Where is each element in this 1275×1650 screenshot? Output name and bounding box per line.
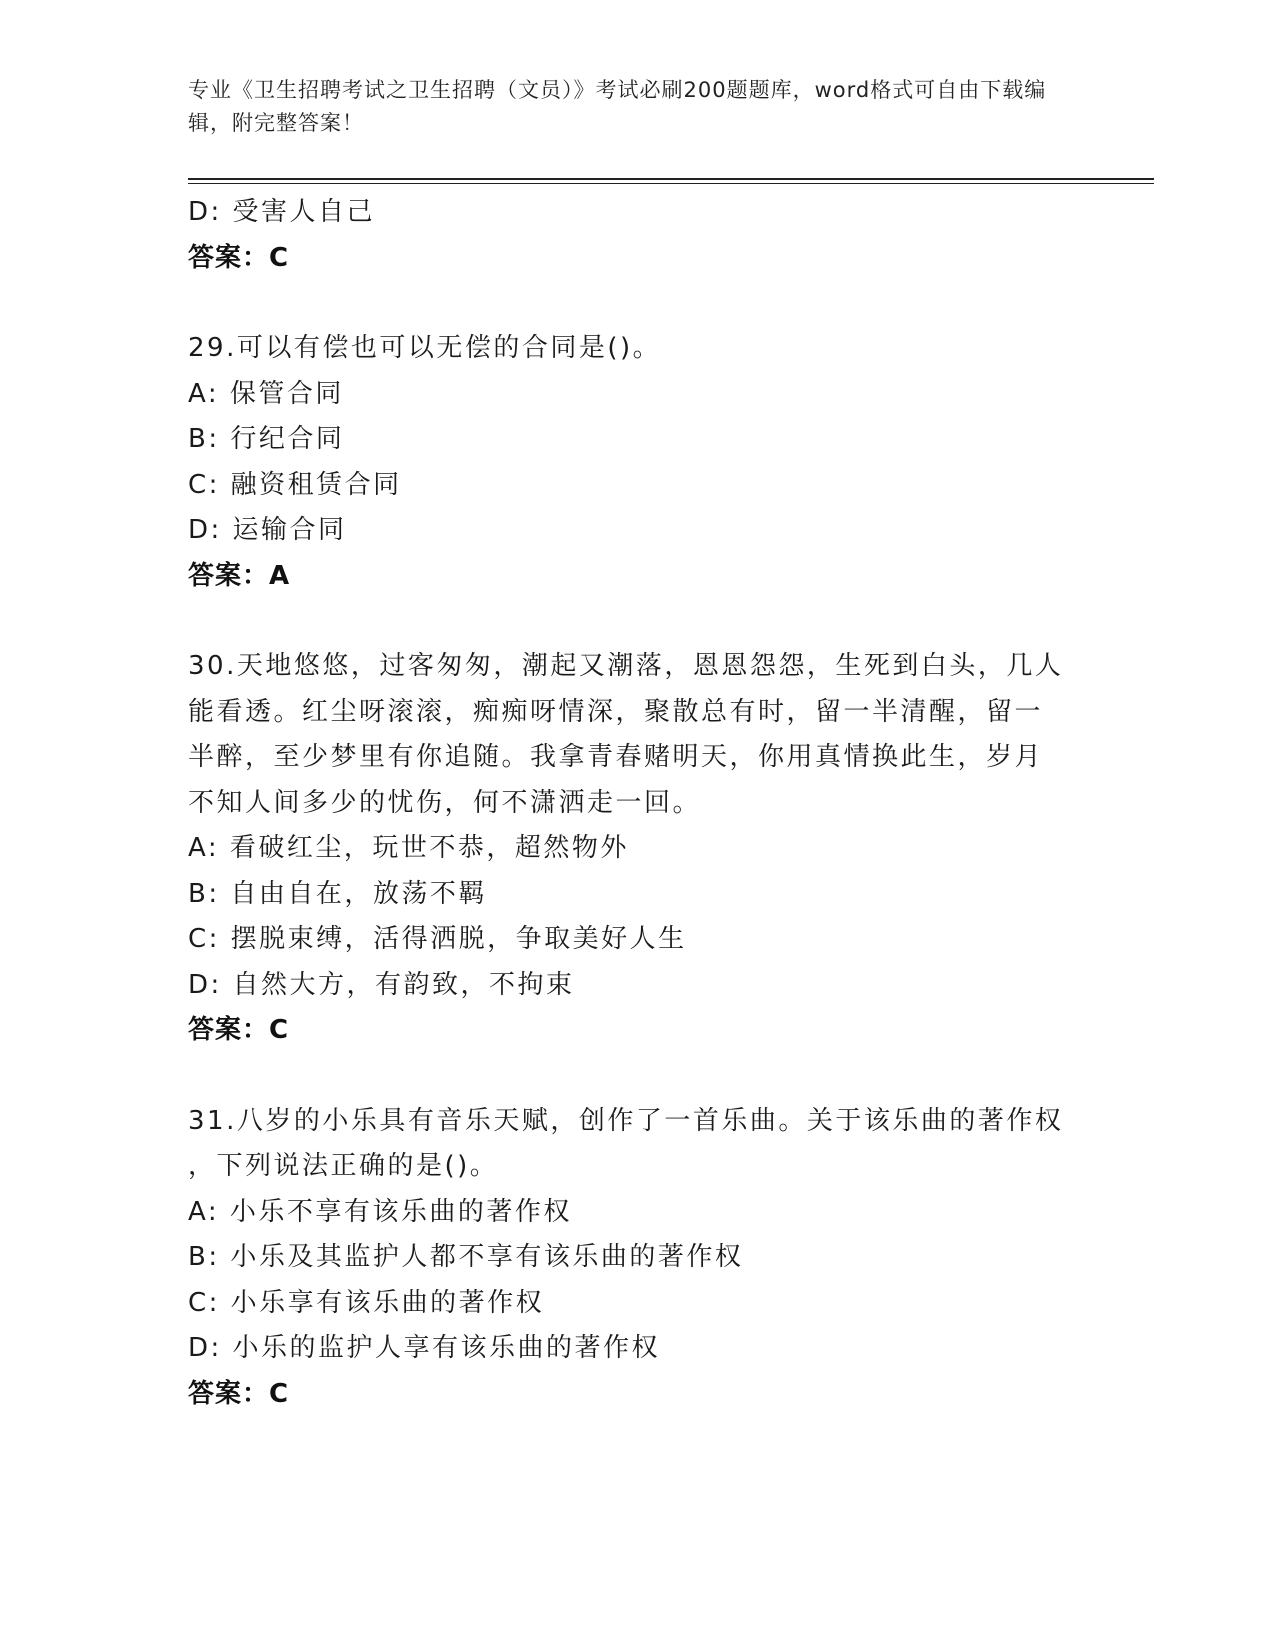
option-d: D: 自然大方，有韵致，不拘束: [188, 969, 575, 1000]
option-c: C: 摆脱束缚，活得洒脱，争取美好人生: [188, 924, 687, 954]
question-stem-line: 能看透。红尘呀滚滚，痴痴呀情深，聚散总有时，留一半清醒，留一: [188, 696, 1044, 727]
option-a: A: 保管合同: [188, 378, 344, 409]
question-31: [188, 1099, 1088, 1418]
question-29: [188, 326, 1088, 599]
option-b: B: 行纪合同: [188, 424, 345, 454]
header-rule-thin: [188, 183, 1154, 184]
option-a: A: 小乐不享有该乐曲的著作权: [188, 1196, 572, 1227]
option-b: B: 自由自在，放荡不羁: [188, 878, 487, 909]
answer-line: 答案：A: [188, 560, 291, 591]
question-stem-line: ，下列说法正确的是()。: [188, 1151, 499, 1181]
question-stem-line: 半醉，至少梦里有你追随。我拿青春赌明天，你用真情换此生，岁月: [188, 742, 1044, 772]
previous-question-tail: [188, 190, 1088, 281]
question-stem-line: 30.天地悠悠，过客匆匆，潮起又潮落，恩恩怨怨，生死到白头，几人: [188, 651, 1064, 681]
question-stem-line: 31.八岁的小乐具有音乐天赋，创作了一首乐曲。关于该乐曲的著作权: [188, 1105, 1064, 1136]
spacer: [188, 281, 1088, 326]
question-list: [188, 190, 1088, 1417]
spacer: [188, 1054, 1088, 1099]
answer-line: 答案：C: [188, 1015, 290, 1045]
question-stem: 29.可以有偿也可以无偿的合同是()。: [188, 333, 662, 363]
option-b: B: 小乐及其监护人都不享有该乐曲的著作权: [188, 1242, 744, 1272]
header-rule-thick: [188, 178, 1154, 180]
spacer: [188, 599, 1088, 644]
option-d: D: 运输合同: [188, 515, 347, 545]
document-header: 专业《卫生招聘考试之卫生招聘（文员）》考试必刷200题题库，word格式可自由下载编辑，附完整答案！: [188, 78, 1047, 135]
option-d: D: 小乐的监护人享有该乐曲的著作权: [188, 1333, 661, 1363]
option-c: C: 融资租赁合同: [188, 469, 402, 500]
answer-line: 答案：C: [188, 242, 290, 273]
option-a: A: 看破红尘，玩世不恭，超然物外: [188, 833, 629, 863]
option-c: C: 小乐享有该乐曲的著作权: [188, 1287, 545, 1318]
answer-line: 答案：C: [188, 1378, 290, 1409]
question-stem-line: 不知人间多少的忧伤，何不潇洒走一回。: [188, 787, 702, 818]
option-d: D: 受害人自己: [188, 197, 376, 227]
question-30: [188, 644, 1088, 1054]
